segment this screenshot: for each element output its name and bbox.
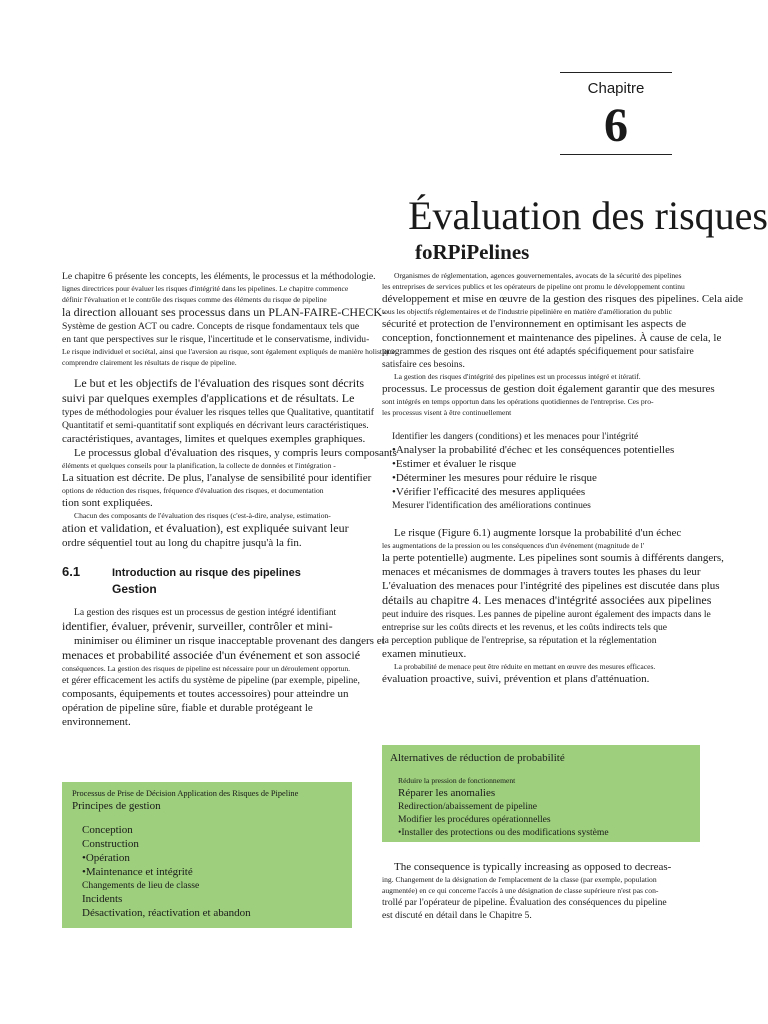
text-line: trollé par l'opérateur de pipeline. Évaluation des conséquences du pipeline <box>382 897 667 908</box>
text-line: éléments et quelques conseils pour la planification, la collecte de données et l'intégration - <box>62 461 336 470</box>
list-item: Identifier les dangers (conditions) et les menaces pour l'intégrité <box>392 431 639 442</box>
box-heading: Alternatives de réduction de probabilité <box>390 752 565 764</box>
text-line: tous les objectifs réglementaires et de l'industrie pipelinière en matière d'amélioration du public <box>382 307 672 316</box>
text-line: ordre séquentiel tout au long du chapitre jusqu'à la fin. <box>62 537 302 549</box>
list-item: Modifier les procédures opérationnelles <box>398 814 551 825</box>
text-line: La probabilité de menace peut être réduite en mettant en œuvre des mesures efficaces. <box>394 662 656 671</box>
text-line: ation et validation, et évaluation), est expliquée suivant leur <box>62 521 349 535</box>
text-line: en tant que perspectives sur le risque, l'incertitude et le conservatisme, individu- <box>62 334 370 345</box>
list-item: Conception <box>82 824 133 836</box>
text-line: Le chapitre 6 présente les concepts, les éléments, le processus et la méthodologie. <box>62 271 376 282</box>
text-line: processus. Le processus de gestion doit également garantir que des mesures <box>382 383 715 395</box>
text-line: Organismes de réglementation, agences gouvernementales, avocats de la sécurité des pipelines <box>394 271 682 280</box>
text-line: ing. Changement de la désignation de l'emplacement de la classe (par exemple, population <box>382 875 657 884</box>
text-line: évaluation proactive, suivi, prévention et plans d'atténuation. <box>382 673 650 685</box>
list-item: •Opération <box>82 852 130 864</box>
chapter-label: Chapitre <box>587 80 645 97</box>
text-line: tion sont expliquées. <box>62 497 153 509</box>
text-line: augmentée) en ce qui concerne l'accès à une désignation de classe supérieure n'est pas con- <box>382 886 659 895</box>
text-line: L'évaluation des menaces pour l'intégrité des pipelines est discutée dans plus <box>382 580 720 592</box>
chapter-bottom-rule <box>560 154 672 155</box>
text-line: options de réduction des risques, fréquence d'évaluation des risques, et documentation <box>62 486 324 495</box>
objectives-paragraph-block <box>62 376 397 550</box>
right-column <box>382 270 744 686</box>
list-item: Réparer les anomalies <box>398 787 496 799</box>
list-item: Mesurer l'identification des améliorations continues <box>392 500 591 511</box>
text-line: minimiser ou éliminer un risque inacceptable provenant des dangers et <box>74 635 385 647</box>
text-line: est discuté en détail dans le Chapitre 5. <box>382 910 532 921</box>
list-item: •Analyser la probabilité d'échec et les conséquences potentielles <box>392 444 675 456</box>
text-line: et gérer efficacement les actifs du système de pipeline (par exemple, pipeline, <box>62 675 360 686</box>
text-line: Quantitatif et semi-quantitatif sont expliqués en décrivant leurs caractéristiques. <box>62 420 369 431</box>
text-line: types de méthodologies pour évaluer les risques telles que Qualitative, quantitatif <box>62 407 374 418</box>
section-heading <box>62 564 362 606</box>
text-line: examen minutieux. <box>382 648 467 660</box>
risk-paragraph-block <box>382 526 724 686</box>
text-line: peut induire des risques. Les pannes de pipeline auront également des impacts dans le <box>382 609 711 620</box>
list-item: Désactivation, réactivation et abandon <box>82 907 251 919</box>
consequence-paragraph <box>382 860 700 922</box>
regulators-paragraph-block <box>382 270 744 418</box>
text-line: The consequence is typically increasing as opposed to decreas- <box>394 861 672 873</box>
box-heading: Principes de gestion <box>72 800 161 812</box>
text-line: les augmentations de la pression ou les conséquences d'un événement (magnitude de l' <box>382 541 645 550</box>
text-line: La gestion des risques est un processus de gestion intégré identifiant <box>74 607 337 618</box>
box-item-list <box>72 823 342 920</box>
text-line: Le risque individuel et sociétal, ainsi que l'aversion au risque, sont également expliqués de manière holistique. <box>62 347 397 356</box>
intro-paragraph-block <box>62 270 397 368</box>
text-line: conséquences. La gestion des risques de pipeline est nécessaire pour un déroulement opportun. <box>62 664 351 673</box>
text-line: entreprise sur les coûts directs et les revenus, et les coûts indirects tels que <box>382 622 668 633</box>
list-item: Changements de lieu de classe <box>82 880 200 891</box>
text-line: composants, équipements et toutes accessoires) pour atteindre un <box>62 688 349 700</box>
decision-process-box <box>62 782 352 928</box>
risk-management-paragraph <box>62 606 385 729</box>
text-line: définir l'évaluation et le contrôle des risques comme des éléments du risque de pipeline <box>62 295 327 304</box>
list-item: •Déterminer les mesures pour réduire le risque <box>392 472 597 484</box>
text-line: environnement. <box>62 716 131 728</box>
list-item: Redirection/abaissement de pipeline <box>398 801 538 812</box>
text-line: menaces et probabilité associée d'un événement et son associé <box>62 648 361 662</box>
probability-reduction-box <box>382 745 700 842</box>
text-line: conception, fonctionnement et maintenance des pipelines. À cause de cela, le <box>382 332 722 344</box>
box-heading-small: Processus de Prise de Décision Application des Risques de Pipeline <box>72 789 299 798</box>
list-item: •Installer des protections ou des modifications système <box>398 827 609 838</box>
text-line: développement et mise en œuvre de la gestion des risques des pipelines. Cela aide <box>382 293 744 305</box>
left-column <box>62 270 397 729</box>
list-item: •Estimer et évaluer le risque <box>392 458 517 470</box>
text-line: La situation est décrite. De plus, l'analyse de sensibilité pour identifier <box>62 472 372 484</box>
section-number: 6.1 <box>62 564 81 579</box>
text-line: comprendre clairement les résultats de risque de pipeline. <box>62 358 237 367</box>
section-title-line2: Gestion <box>112 582 157 596</box>
process-steps-list <box>382 430 700 512</box>
text-line: la perte potentielle) augmente. Les pipelines sont soumis à différents dangers, <box>382 552 724 564</box>
list-item: •Vérifier l'efficacité des mesures appliquées <box>392 486 586 498</box>
text-line: détails au chapitre 4. Les menaces d'intégrité associées aux pipelines <box>382 593 712 607</box>
list-item: Incidents <box>82 893 123 905</box>
text-line: sécurité et protection de l'environnement en optimisant les aspects de <box>382 318 687 330</box>
chapter-number: 6 <box>604 99 628 152</box>
text-line: suivi par quelques exemples d'applications et de résultats. Le <box>62 391 355 405</box>
page-subtitle: foRPiPelines <box>415 240 530 264</box>
text-line: Le risque (Figure 6.1) augmente lorsque la probabilité d'un échec <box>394 527 682 539</box>
list-item: •Maintenance et intégrité <box>82 866 193 878</box>
text-line: la direction allouant ses processus dans un PLAN-FAIRE-CHECK- <box>62 305 387 319</box>
text-line: Le but et les objectifs de l'évaluation des risques sont décrits <box>74 376 365 390</box>
text-line: Le processus global d'évaluation des risques, y compris leurs composants <box>74 447 397 459</box>
text-line: identifier, évaluer, prévenir, surveiller, contrôler et mini- <box>62 619 333 633</box>
chapter-top-rule <box>560 72 672 73</box>
section-title-line1: Introduction au risque des pipelines <box>112 567 301 579</box>
text-line: programmes de gestion des risques ont été adaptés spécifiquement pour satisfaire <box>382 346 694 357</box>
text-line: opération de pipeline sûre, fiable et durable protégeant le <box>62 702 313 714</box>
text-line: Chacun des composants de l'évaluation des risques (c'est-à-dire, analyse, estimation- <box>74 511 331 520</box>
list-item: Réduire la pression de fonctionnement <box>398 776 516 785</box>
text-line: lignes directrices pour évaluer les risques d'intégrité dans les pipelines. Le chapitre commence <box>62 284 349 293</box>
text-line: caractéristiques, avantages, limites et quelques exemples graphiques. <box>62 433 366 445</box>
text-line: les entreprises de services publics et les opérateurs de pipeline ont promu le développement continu <box>382 282 685 291</box>
text-line: La gestion des risques d'intégrité des pipelines est un processus intégré et itératif. <box>394 372 641 381</box>
box-item-list <box>390 775 692 839</box>
text-line: menaces et mécanismes de dommages à travers toutes les phases du leur <box>382 566 701 578</box>
text-line: Système de gestion ACT ou cadre. Concepts de risque fondamentaux tels que <box>62 321 360 332</box>
page-title: Évaluation des risques <box>408 193 768 238</box>
text-line: la perception publique de l'entreprise, sa réputation et la réglementation <box>382 635 657 646</box>
list-item: Construction <box>82 838 139 850</box>
text-line: satisfaire ces besoins. <box>382 359 465 370</box>
text-line: sont intégrés en temps opportun dans les opérations quotidiennes de l'entreprise. Ces pro- <box>382 397 654 406</box>
text-line: les processus visent à être continuellement <box>382 408 512 417</box>
